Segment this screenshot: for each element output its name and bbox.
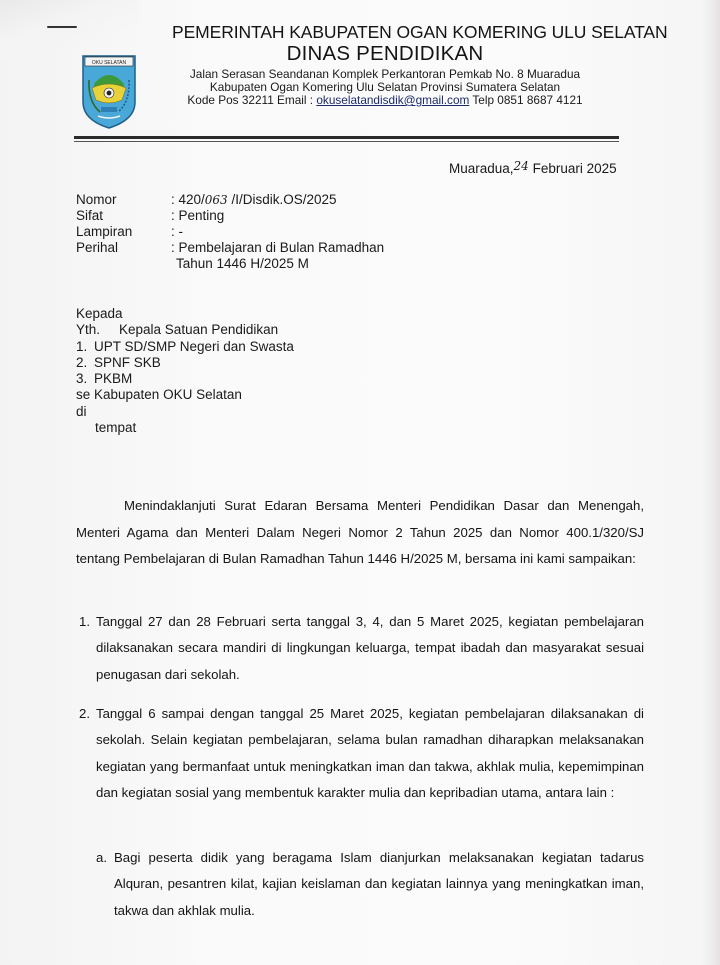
date-month-year: Februari 2025 <box>528 161 617 176</box>
address-line-3 <box>150 93 620 107</box>
email-link[interactable]: okuselatandisdik@gmail.com <box>316 93 470 107</box>
department-name: DINAS PENDIDIKAN <box>286 42 484 65</box>
recipient-tempat: tempat <box>95 420 137 436</box>
recipient-region: se Kabupaten OKU Selatan <box>76 387 242 403</box>
lampiran-label: Lampiran <box>76 224 133 239</box>
intro-text: Menindaklanjuti Surat Edaran Bersama Menteri Pendidikan Dasar dan Menengah, Menteri Agama dan Menteri Dalam Negeri Nomor 2 Tahun 2025 dan Nomor 400.1/320/SJ tentang Pembelajaran di Bulan Ramadhan Tahun 1446 H/2025 M, bersama ini kami sampaikan: <box>76 498 644 566</box>
letterhead-rule-thick <box>74 136 619 139</box>
addressee: Kepala Satuan Pendidikan <box>119 322 279 338</box>
recipient-block <box>76 306 294 436</box>
recipient-item-text: SPNF SKB <box>94 354 161 370</box>
kepada-label: Kepada <box>76 306 123 321</box>
perihal-value: : Pembelajaran di Bulan Ramadhan <box>171 240 385 255</box>
yth-label: Yth. <box>76 322 101 338</box>
letter-date <box>449 159 617 176</box>
point-text: Tanggal 27 dan 28 Februari serta tanggal 3, 4, dan 5 Maret 2025, kegiatan pembelajaran dilaksanakan secara mandiri di lingkungan keluarga, tempat ibadah dan masyarakat sesuai penugasan dari sekolah. <box>96 614 644 682</box>
sifat-value: : Penting <box>171 208 225 223</box>
lampiran-value: : - <box>171 224 183 239</box>
recipient-item <box>76 371 294 387</box>
government-name: PEMERINTAH KABUPATEN OGAN KOMERING ULU SELATAN <box>172 22 668 42</box>
nomor-handwritten: 063 <box>204 193 228 207</box>
address-line-2: Kabupaten Ogan Komering Ulu Selatan Provinsi Sumatera Selatan <box>209 80 561 94</box>
recipient-item <box>76 355 294 371</box>
subpoint-letter: a. <box>96 850 107 865</box>
point-number: 1. <box>79 614 90 629</box>
date-place: Muaradua, <box>449 161 514 176</box>
sifat-label: Sifat <box>76 208 104 223</box>
regency-emblem-icon <box>80 50 138 130</box>
point-item <box>76 609 644 688</box>
date-day-handwritten: 24 <box>513 159 529 173</box>
nomor-label: Nomor <box>76 192 117 207</box>
nomor-suffix: /I/Disdik.OS/2025 <box>227 192 337 207</box>
phone-number: Telp 0851 8687 4121 <box>469 93 583 107</box>
recipient-item-number: 2. <box>76 354 88 370</box>
recipient-item-text: UPT SD/SMP Negeri dan Swasta <box>94 338 294 354</box>
perihal-value-line2: Tahun 1446 H/2025 M <box>176 256 309 271</box>
recipient-item-number: 1. <box>76 338 88 354</box>
nomor-value <box>171 192 337 208</box>
recipient-item-text: PKBM <box>94 371 133 387</box>
letterhead-rule-thin <box>74 141 619 142</box>
intro-paragraph <box>76 493 644 573</box>
emblem-banner-text: OKU SELATAN <box>91 60 127 66</box>
page-edge-shadow <box>702 0 720 965</box>
addressee-line <box>76 322 294 338</box>
subpoint-item <box>96 845 644 924</box>
pen-mark <box>47 26 77 28</box>
point-number: 2. <box>79 706 90 721</box>
postal-code-label: Kode Pos 32211 Email : <box>187 93 317 107</box>
address-line-1: Jalan Serasan Seandanan Komplek Perkantoran Pemkab No. 8 Muaradua <box>189 67 581 81</box>
subpoint-text: Bagi peserta didik yang beragama Islam dianjurkan melaksanakan kegiatan tadarus Alquran, pesantren kilat, kajian keislaman dan kegiatan lainnya yang meningkatkan iman, takwa dan akhlak mulia. <box>114 850 644 918</box>
recipient-item-number: 3. <box>76 371 88 387</box>
perihal-label: Perihal <box>76 240 119 255</box>
recipient-item <box>76 339 294 355</box>
point-item <box>76 701 644 806</box>
point-text: Tanggal 6 sampai dengan tanggal 25 Maret 2025, kegiatan pembelajaran dilaksanakan di sekolah. Selain kegiatan pembelajaran, selama bulan ramadhan diharapkan melaksanakan kegiatan yang bermanfaat untuk meningkatkan iman dan takwa, akhlak mulia, kepemimpinan dan kegiatan sosial yang membentuk karakter mulia dan kepribadian utama, antara lain : <box>96 706 644 800</box>
recipient-di: di <box>76 403 87 419</box>
nomor-prefix: : 420/ <box>171 192 205 207</box>
